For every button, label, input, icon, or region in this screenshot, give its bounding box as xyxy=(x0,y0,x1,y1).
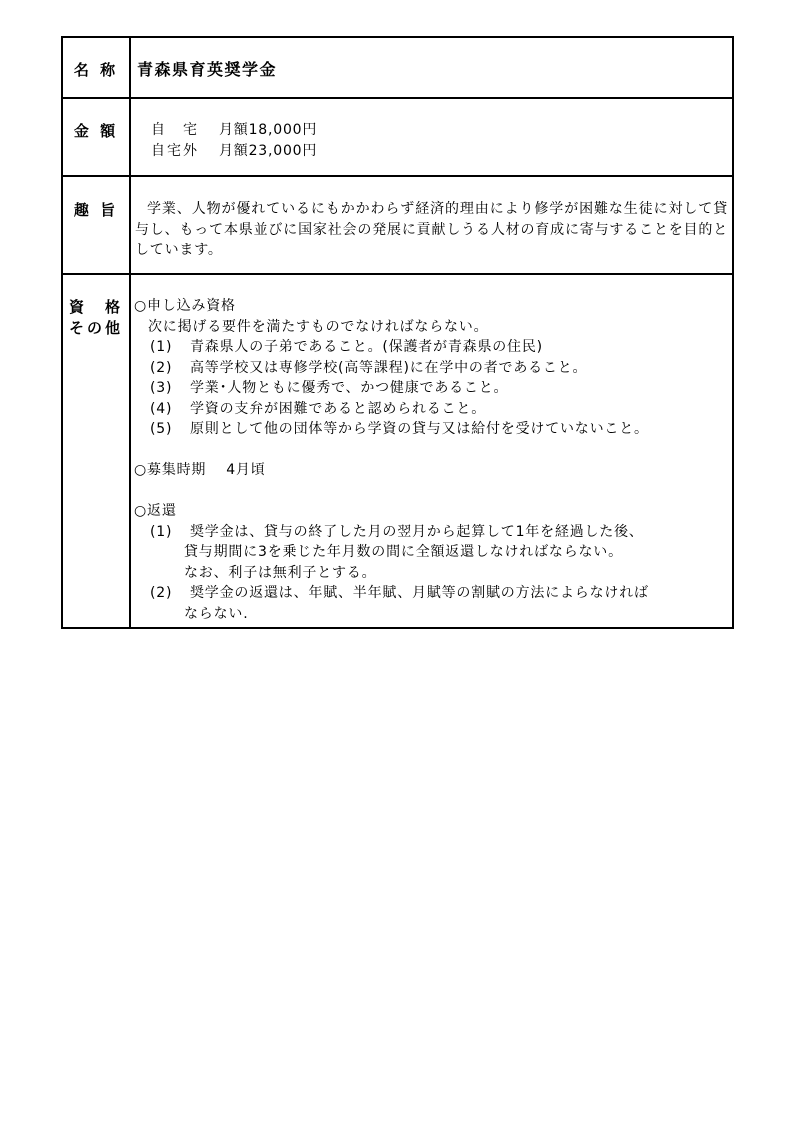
recruit-value: 4月頃 xyxy=(226,462,266,478)
requirement-num: (4) xyxy=(150,400,173,417)
requirement-num: (5) xyxy=(150,421,173,437)
amount-away-line xyxy=(151,141,732,162)
repay-item-2 xyxy=(134,583,732,604)
requirement-text: 青森県人の子弟であること。(保護者が青森県の住民) xyxy=(190,339,543,355)
amount-home-line xyxy=(151,120,732,141)
requirement-text: 学資の支弁が困難であると認められること。 xyxy=(190,400,486,417)
requirement-item xyxy=(134,337,732,358)
purpose-label: 趣 旨 xyxy=(62,176,130,274)
qualification-label-line2: その他 xyxy=(68,319,123,337)
requirement-text: 原則として他の団体等から学資の貸与又は給付を受けていないこと。 xyxy=(190,421,649,437)
requirement-num: (2) xyxy=(150,359,173,376)
amount-away-type: 自宅外 xyxy=(151,142,199,159)
requirement-num: (3) xyxy=(150,380,173,396)
amount-label: 金 額 xyxy=(62,98,130,176)
qualification-label xyxy=(62,274,130,628)
qualification-cell xyxy=(130,274,733,628)
requirement-item xyxy=(134,358,732,379)
repay-heading: ○返還 xyxy=(134,503,177,519)
repay-item-1 xyxy=(134,522,732,543)
spacer xyxy=(134,440,732,461)
amount-home-type: 自 宅 xyxy=(151,122,199,138)
purpose-text: 学業、人物が優れているにもかかわらず経済的理由により修学が困難な生徒に対して貸与し、もって本県並びに国家社会の発展に貢献しうる人材の育成に寄与することを目的としています。 xyxy=(130,176,733,274)
repay-2-line1: 奨学金の返還は、年賦、半年賦、月賦等の割賦の方法によらなければ xyxy=(190,585,649,601)
spacer xyxy=(134,481,732,502)
row-purpose xyxy=(62,176,733,274)
recruit-line xyxy=(134,460,732,481)
scholarship-info-table xyxy=(61,36,734,629)
amount-home-value: 月額18,000円 xyxy=(219,122,318,138)
name-value: 青森県育英奨学金 xyxy=(130,37,733,98)
apply-intro: 次に掲げる要件を満たすものでなければならない。 xyxy=(148,318,489,335)
qualification-label-line1: 資 格 xyxy=(68,298,123,316)
requirement-item xyxy=(134,419,732,440)
repay-2-line2: ならない. xyxy=(184,605,249,622)
repay-1-line3: なお、利子は無利子とする。 xyxy=(184,564,377,581)
repay-2-num: (2) xyxy=(150,585,173,601)
amount-away-value: 月額23,000円 xyxy=(219,142,318,159)
requirement-text: 高等学校又は専修学校(高等課程)に在学中の者であること。 xyxy=(190,359,588,376)
row-qualification xyxy=(62,274,733,628)
row-amount xyxy=(62,98,733,176)
recruit-heading: ○募集時期 xyxy=(134,462,207,478)
amount-cell xyxy=(130,98,733,176)
row-name xyxy=(62,37,733,98)
requirement-item xyxy=(134,378,732,399)
requirement-num: (1) xyxy=(150,339,173,355)
requirement-text: 学業･人物ともに優秀で、かつ健康であること。 xyxy=(190,380,509,396)
name-label: 名 称 xyxy=(62,37,130,98)
repay-1-line1: 奨学金は、貸与の終了した月の翌月から起算して1年を経過した後、 xyxy=(190,523,644,540)
requirement-item xyxy=(134,399,732,420)
repay-1-line2: 貸与期間に3を乗じた年月数の間に全額返還しなければならない。 xyxy=(184,544,623,560)
repay-1-num: (1) xyxy=(150,523,173,540)
apply-heading: ○申し込み資格 xyxy=(134,298,236,314)
